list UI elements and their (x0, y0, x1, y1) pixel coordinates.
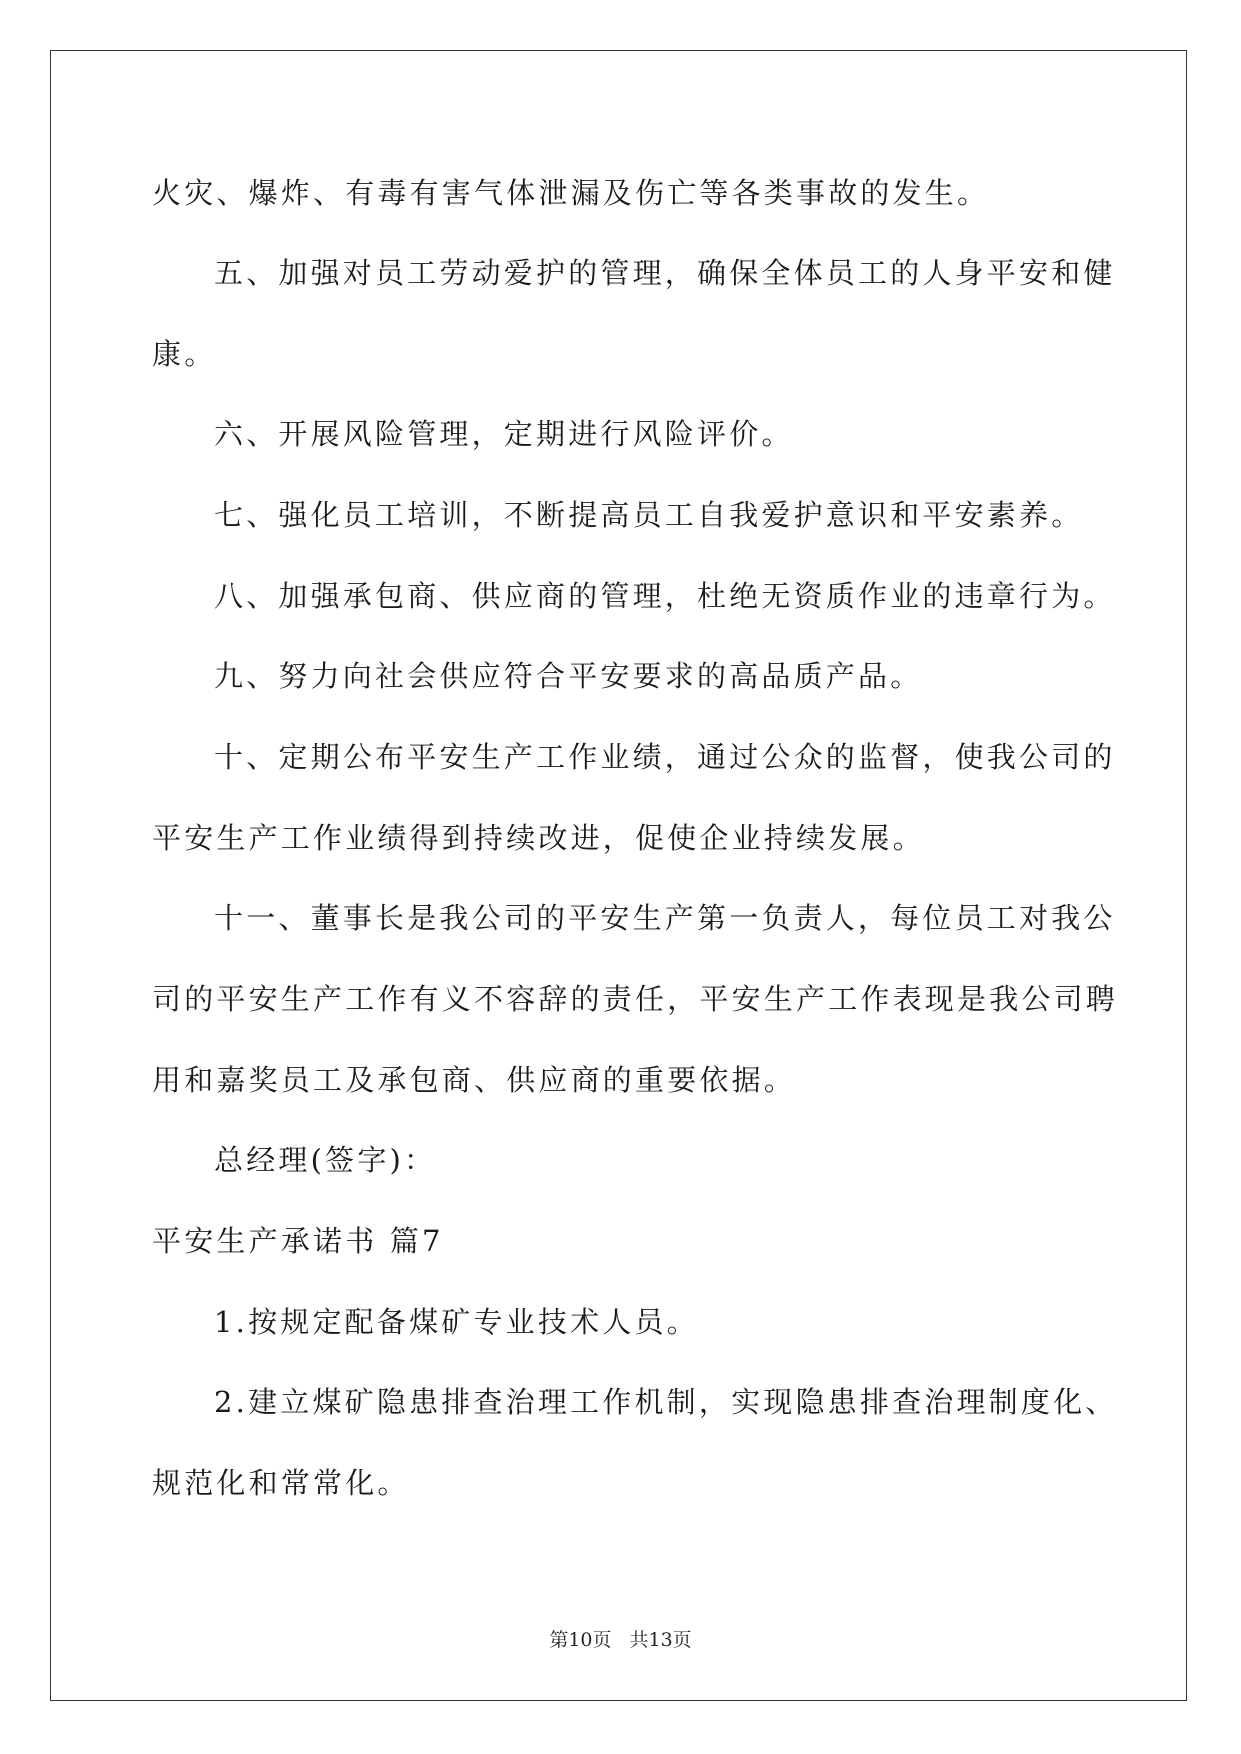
text-line: 十、定期公布平安生产工作业绩，通过公众的监督，使我公司的 (214, 740, 1116, 774)
text-line: 火灾、爆炸、有毒有害气体泄漏及伤亡等各类事故的发生。 (152, 176, 990, 210)
text-line: 2.建立煤矿隐患排查治理工作机制，实现隐患排查治理制度化、 (214, 1385, 1118, 1419)
text-line: 十一、董事长是我公司的平安生产第一负责人，每位员工对我公 (214, 901, 1116, 935)
text-line: 六、开展风险管理，定期进行风险评价。 (214, 417, 794, 451)
text-line: 司的平安生产工作有义不容辞的责任，平安生产工作表现是我公司聘 (152, 982, 1119, 1016)
text-line: 八、加强承包商、供应商的管理，杜绝无资质作业的违章行为。 (214, 579, 1116, 613)
text-line: 五、加强对员工劳动爱护的管理，确保全体员工的人身平安和健 (214, 256, 1116, 290)
text-line: 用和嘉奖员工及承包商、供应商的重要依据。 (152, 1063, 797, 1097)
text-line: 平安生产工作业绩得到持续改进，促使企业持续发展。 (152, 821, 925, 855)
text-line: 规范化和常常化。 (152, 1466, 410, 1500)
page-total: 共13页 (629, 1629, 692, 1651)
text-line: 七、强化员工培训，不断提高员工自我爱护意识和平安素养。 (214, 498, 1084, 532)
text-line: 康。 (152, 337, 217, 371)
signature-label: 总经理(签字)： (214, 1143, 437, 1177)
text-line: 1.按规定配备煤矿专业技术人员。 (214, 1305, 699, 1339)
section-heading: 平安生产承诺书 篇7 (152, 1224, 444, 1258)
page-footer (0, 1628, 1241, 1652)
text-line: 九、努力向社会供应符合平安要求的高品质产品。 (214, 659, 923, 693)
page-border (50, 50, 1187, 1701)
page-number: 第10页 (549, 1629, 612, 1651)
